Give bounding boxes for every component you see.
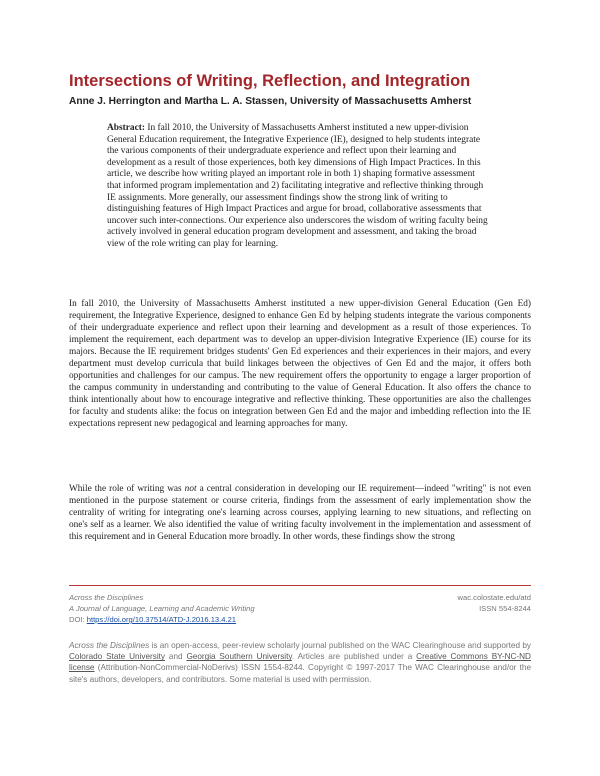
footer-site[interactable]: wac.colostate.edu/atd bbox=[457, 593, 531, 602]
footer-site-info bbox=[430, 592, 531, 614]
abstract-label: Abstract: bbox=[107, 123, 146, 133]
footer-journal-subtitle: A Journal of Language, Learning and Academic Writing bbox=[69, 604, 255, 613]
license-text-1: is an open-access, peer-review scholarly journal published on the WAC Clearinghouse and supported by bbox=[149, 641, 531, 650]
abstract-text: In fall 2010, the University of Massachusetts Amherst instituted a new upper-division General Education requirement, the Integrative Experience (IE), designed to help students integrate the various components of their undergraduate experience and reflect upon their learning and development as a result of those experiences, both key dimensions of High Impact Practices. In this article, we describe how writing played an important role in both 1) shaping formative assessment that informed program implementation and 2) facilitating integrative and reflective thinking through IE assignments. More generally, our assessment findings show the strong link of writing to distinguishing features of High Impact Practices and argue for broad, collaborative assessments that uncover such inter-connections. Our experience also underscores the wisdom of writing faculty being actively involved in general education program development and assessment, and taking the broad view of the role writing can play for learning. bbox=[107, 123, 488, 249]
footer-journal-name: Across the Disciplines bbox=[69, 593, 144, 602]
p2-rest: a central consideration in developing our IE requirement—indeed "writing" is not even mentioned in the purpose statement or course criteria, findings from the assessment of early implementation show the centrality of writing for integrating one's learning across courses, applying learning to new situations, and reflecting on one's self as a learner. We also identified the value of writing faculty involvement in the implementation and assessment of this requirement and in General Education more broadly. In other words, these findings show the strong bbox=[69, 484, 532, 542]
footer-issn: ISSN 554-8244 bbox=[479, 604, 531, 613]
body-paragraph-2 bbox=[69, 483, 531, 543]
abstract bbox=[107, 123, 488, 251]
csu-link[interactable]: Colorado State University bbox=[69, 652, 166, 662]
article-title: Intersections of Writing, Reflection, and Integration bbox=[69, 72, 471, 90]
doi-label: DOI: bbox=[69, 615, 87, 624]
license-text-3: (Attribution-NonCommercial-NoDerivs) ISSN 1554-8244. Copyright © 1997-2017 The WAC Clearinghouse and/or the site's authors, developers, and contributors. Some material is used with permission. bbox=[69, 663, 531, 684]
footer-divider bbox=[69, 585, 531, 586]
license-and: and bbox=[165, 652, 187, 662]
footer-doi bbox=[69, 614, 369, 625]
body-paragraph-1: In fall 2010, the University of Massachusetts Amherst instituted a new upper-division General Education (Gen Ed) requirement, the Integrative Experience, designed to enhance Gen Ed by helping students integrate the various components of their undergraduate experience and reflect upon their learning and development as a result of those experiences. To implement the requirement, each department was to develop an upper-division Integrative Experience (IE) course for its majors. Because the IE requirement bridges students' Gen Ed experiences and their experiences in their majors, and every department must develop curricula that build linkages between the objectives of Gen Ed and the major, it offers both opportunities and challenges for our campus. The new requirement offers the opportunity to engage a larger proportion of the campus community in understanding and contributing to the value of General Education. It also offers the chance to think intentionally about how to encourage integrative and reflective thinking. These opportunities are also the challenges for faculty and students alike: the focus on integration between Gen Ed and the major and imbedding reflection into the IE expectations represent new pedagogical and learning approaches for many. bbox=[69, 299, 531, 429]
license-text-2: . Articles are published under a bbox=[291, 652, 417, 662]
doi-link[interactable]: https://doi.org/10.37514/ATD-J.2016.13.4.21 bbox=[86, 615, 237, 624]
cc-license-link[interactable]: Creative Commons BY-NC-ND license bbox=[69, 652, 531, 673]
footer-journal-info bbox=[69, 592, 369, 625]
gsu-link[interactable]: Georgia Southern University bbox=[186, 652, 292, 662]
article-authors: Anne J. Herrington and Martha L. A. Stassen, University of Massachusetts Amherst bbox=[69, 96, 472, 107]
license-journal: Across the Disciplines bbox=[69, 641, 150, 650]
p2-start: While the role of writing was bbox=[69, 484, 185, 494]
p2-emphasis: not bbox=[184, 484, 197, 494]
license-statement bbox=[69, 640, 531, 685]
